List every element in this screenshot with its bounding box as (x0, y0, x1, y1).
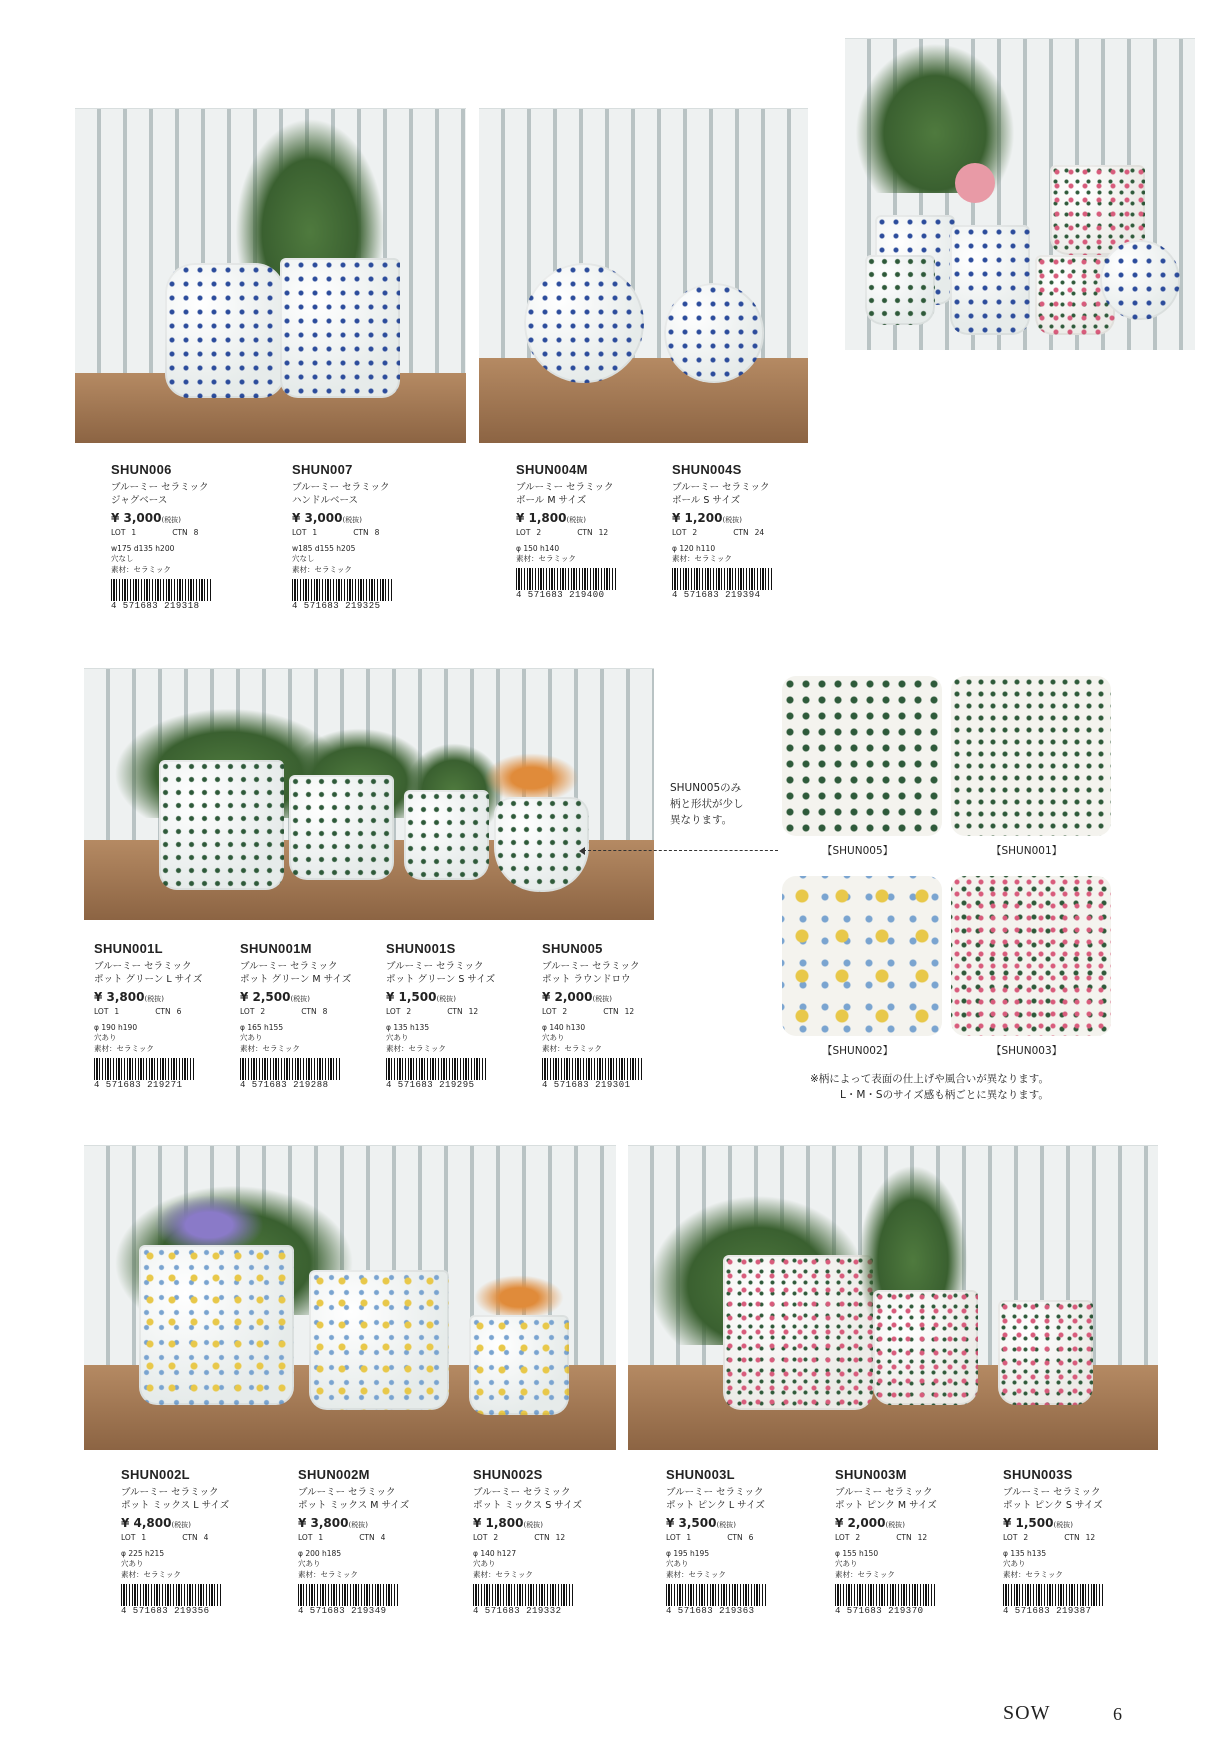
product-name (240, 960, 380, 986)
price-value: ¥ 1,500 (386, 990, 437, 1004)
product-name-line-1: ブルーミー セラミック (1003, 1487, 1101, 1498)
lot-ctn-row (516, 528, 656, 537)
lot-ctn-row (386, 1007, 526, 1016)
barcode-number: 4 571683 219349 (298, 1606, 387, 1616)
lot-ctn-row (298, 1533, 438, 1542)
ctn-value: 12 (598, 528, 609, 537)
lot-ctn-row (835, 1533, 975, 1542)
drain-hole-note: 穴あり (94, 1033, 117, 1042)
product-dimensions: φ 120 h110 (672, 544, 716, 553)
ctn-value: 12 (917, 1533, 928, 1542)
product-name-line-2: ポット ミックス S サイズ (473, 1500, 583, 1511)
product-code: SHUN001L (94, 941, 163, 956)
note-line-2: L・M・Sのサイズ感も柄ごとに異なります。 (840, 1089, 1049, 1101)
detail-label-shun002: 【SHUN002】 (822, 1045, 894, 1057)
product-name-line-1: ブルーミー セラミック (672, 482, 770, 493)
ctn-label: CTN (155, 1007, 171, 1016)
tax-note: (税抜) (161, 516, 181, 524)
lot-value: 2 (1023, 1533, 1029, 1542)
product-name-line-1: ブルーミー セラミック (666, 1487, 764, 1498)
product-price (666, 1516, 806, 1530)
product-name (298, 1486, 438, 1512)
drain-hole-note: 穴あり (1003, 1559, 1026, 1568)
barcode-number: 4 571683 219301 (542, 1080, 631, 1090)
barcode (94, 1058, 194, 1080)
product-name (111, 481, 251, 507)
ctn-value: 12 (624, 1007, 635, 1016)
lot-label: LOT (516, 528, 531, 537)
product-name-line-2: ハンドルベース (292, 495, 359, 506)
product-price (240, 990, 380, 1004)
lot-label: LOT (1003, 1533, 1018, 1542)
barcode (516, 568, 616, 590)
product-name-line-2: ポット グリーン M サイズ (240, 974, 352, 985)
drain-hole-note: 穴あり (666, 1559, 689, 1568)
product-name-line-2: ポット ミックス M サイズ (298, 1500, 410, 1511)
product-card (121, 1467, 261, 1616)
lot-label: LOT (672, 528, 687, 537)
tax-note: (税抜) (523, 1521, 543, 1529)
product-name (672, 481, 812, 507)
barcode-number: 4 571683 219394 (672, 590, 761, 600)
lot-value: 2 (562, 1007, 568, 1016)
shun005-callout (670, 780, 780, 828)
detail-label-shun003: 【SHUN003】 (991, 1045, 1063, 1057)
product-name-line-1: ブルーミー セラミック (542, 961, 640, 972)
ctn-label: CTN (359, 1533, 375, 1542)
lot-label: LOT (121, 1533, 136, 1542)
lot-label: LOT (666, 1533, 681, 1542)
product-dimensions: φ 150 h140 (516, 544, 560, 553)
price-value: ¥ 3,000 (111, 511, 162, 525)
finish-notes (810, 1071, 1150, 1103)
product-name (94, 960, 234, 986)
drain-hole-note: 穴あり (298, 1559, 321, 1568)
lot-label: LOT (292, 528, 307, 537)
drain-hole-note: 穴あり (121, 1559, 144, 1568)
tax-note: (税抜) (592, 995, 612, 1003)
product-code: SHUN002S (473, 1467, 543, 1482)
product-name (516, 481, 656, 507)
product-price (672, 511, 812, 525)
ctn-label: CTN (353, 528, 369, 537)
product-name-line-1: ブルーミー セラミック (386, 961, 484, 972)
product-price (298, 1516, 438, 1530)
tax-note: (税抜) (290, 995, 310, 1003)
detail-swatch-shun002 (782, 876, 942, 1036)
product-dimensions: φ 165 h155 (240, 1023, 284, 1032)
barcode-number: 4 571683 219271 (94, 1080, 183, 1090)
lot-ctn-row (542, 1007, 682, 1016)
photo-mix-pots (84, 1145, 616, 1450)
ctn-value: 4 (203, 1533, 209, 1542)
product-code: SHUN004M (516, 462, 588, 477)
lot-value: 1 (131, 528, 137, 537)
ctn-value: 4 (380, 1533, 386, 1542)
product-dimensions: φ 200 h185 (298, 1549, 342, 1558)
material-note: 素材：セラミック (516, 554, 576, 563)
price-value: ¥ 3,500 (666, 1516, 717, 1530)
product-name (121, 1486, 261, 1512)
product-code: SHUN007 (292, 462, 353, 477)
product-card (292, 462, 432, 611)
note-line-1: ※柄によって表面の仕上げや風合いが異なります。 (810, 1073, 1049, 1085)
product-code: SHUN003M (835, 1467, 907, 1482)
price-value: ¥ 1,200 (672, 511, 723, 525)
ctn-value: 8 (322, 1007, 328, 1016)
detail-swatch-shun001 (951, 676, 1111, 836)
ctn-label: CTN (534, 1533, 550, 1542)
product-code: SHUN005 (542, 941, 603, 956)
product-card (240, 941, 380, 1090)
ctn-label: CTN (577, 528, 593, 537)
ctn-value: 8 (193, 528, 199, 537)
barcode (121, 1584, 221, 1606)
product-card (111, 462, 251, 611)
product-price (473, 1516, 613, 1530)
drain-hole-note: 穴なし (292, 554, 315, 563)
barcode-number: 4 571683 219318 (111, 601, 200, 611)
lot-label: LOT (240, 1007, 255, 1016)
tax-note: (税抜) (1053, 1521, 1073, 1529)
ctn-label: CTN (1064, 1533, 1080, 1542)
material-note: 素材：セラミック (386, 1044, 446, 1053)
photo-pink-pots (628, 1145, 1158, 1450)
product-name-line-2: ポット グリーン S サイズ (386, 974, 496, 985)
brand-logo: SOW (1003, 1702, 1051, 1724)
detail-label-shun001: 【SHUN001】 (991, 845, 1063, 857)
lot-ctn-row (473, 1533, 613, 1542)
product-dimensions: φ 155 h150 (835, 1549, 879, 1558)
product-dimensions: w175 d135 h200 (111, 544, 175, 553)
tax-note: (税抜) (566, 516, 586, 524)
product-dimensions: φ 135 h135 (386, 1023, 430, 1032)
barcode (473, 1584, 573, 1606)
product-name-line-1: ブルーミー セラミック (292, 482, 390, 493)
product-price (111, 511, 251, 525)
lot-value: 1 (114, 1007, 120, 1016)
product-name-line-2: ポット ピンク L サイズ (666, 1500, 765, 1511)
tax-note: (税抜) (885, 1521, 905, 1529)
photo-jug-and-handle-vase (75, 108, 466, 443)
barcode-number: 4 571683 219325 (292, 601, 381, 611)
product-price (835, 1516, 975, 1530)
drain-hole-note: 穴あり (473, 1559, 496, 1568)
lot-value: 2 (536, 528, 542, 537)
product-dimensions: φ 140 h127 (473, 1549, 517, 1558)
product-code: SHUN006 (111, 462, 172, 477)
ctn-value: 6 (748, 1533, 754, 1542)
product-name-line-1: ブルーミー セラミック (473, 1487, 571, 1498)
product-price (1003, 1516, 1143, 1530)
product-card (672, 462, 812, 600)
product-name-line-1: ブルーミー セラミック (94, 961, 192, 972)
tax-note: (税抜) (171, 1521, 191, 1529)
product-name-line-1: ブルーミー セラミック (516, 482, 614, 493)
tax-note: (税抜) (716, 1521, 736, 1529)
product-dimensions: φ 195 h195 (666, 1549, 710, 1558)
product-name-line-2: ポット ピンク M サイズ (835, 1500, 937, 1511)
barcode-number: 4 571683 219363 (666, 1606, 755, 1616)
product-price (121, 1516, 261, 1530)
callout-line-3: 異なります。 (670, 814, 733, 826)
product-name-line-1: ブルーミー セラミック (240, 961, 338, 972)
detail-swatch-shun003 (951, 876, 1111, 1036)
price-value: ¥ 3,800 (94, 990, 145, 1004)
price-value: ¥ 1,500 (1003, 1516, 1054, 1530)
lot-ctn-row (672, 528, 812, 537)
product-price (94, 990, 234, 1004)
lot-value: 1 (686, 1533, 692, 1542)
tax-note: (税抜) (144, 995, 164, 1003)
product-code: SHUN001S (386, 941, 456, 956)
product-price (542, 990, 682, 1004)
drain-hole-note: 穴あり (240, 1033, 263, 1042)
callout-arrow (583, 850, 778, 851)
drain-hole-note: 穴あり (835, 1559, 858, 1568)
material-note: 素材：セラミック (666, 1570, 726, 1579)
product-price (386, 990, 526, 1004)
product-name (666, 1486, 806, 1512)
tax-note: (税抜) (722, 516, 742, 524)
product-dimensions: φ 190 h190 (94, 1023, 138, 1032)
product-name-line-2: ポット ミックス L サイズ (121, 1500, 230, 1511)
barcode-number: 4 571683 219288 (240, 1080, 329, 1090)
product-price (516, 511, 656, 525)
product-name-line-1: ブルーミー セラミック (835, 1487, 933, 1498)
lot-ctn-row (292, 528, 432, 537)
material-note: 素材：セラミック (111, 565, 171, 574)
product-card (298, 1467, 438, 1616)
product-name (473, 1486, 613, 1512)
product-code: SHUN002M (298, 1467, 370, 1482)
price-value: ¥ 3,800 (298, 1516, 349, 1530)
product-price (292, 511, 432, 525)
price-value: ¥ 1,800 (473, 1516, 524, 1530)
price-value: ¥ 4,800 (121, 1516, 172, 1530)
product-dimensions: φ 135 h135 (1003, 1549, 1047, 1558)
lot-ctn-row (111, 528, 251, 537)
lot-value: 1 (318, 1533, 324, 1542)
barcode (835, 1584, 935, 1606)
drain-hole-note: 穴あり (386, 1033, 409, 1042)
lot-ctn-row (94, 1007, 234, 1016)
product-code: SHUN003L (666, 1467, 735, 1482)
barcode-number: 4 571683 219332 (473, 1606, 562, 1616)
material-note: 素材：セラミック (473, 1570, 533, 1579)
barcode-number: 4 571683 219387 (1003, 1606, 1092, 1616)
material-note: 素材：セラミック (672, 554, 732, 563)
lot-ctn-row (1003, 1533, 1143, 1542)
product-card (1003, 1467, 1143, 1616)
barcode (1003, 1584, 1103, 1606)
product-card (835, 1467, 975, 1616)
ctn-label: CTN (182, 1533, 198, 1542)
product-card (386, 941, 526, 1090)
detail-label-shun005: 【SHUN005】 (822, 845, 894, 857)
product-name-line-1: ブルーミー セラミック (121, 1487, 219, 1498)
barcode-number: 4 571683 219356 (121, 1606, 210, 1616)
lot-label: LOT (94, 1007, 109, 1016)
barcode (386, 1058, 486, 1080)
tax-note: (税抜) (348, 1521, 368, 1529)
ctn-label: CTN (896, 1533, 912, 1542)
page-number: 6 (1113, 1704, 1122, 1724)
lot-label: LOT (473, 1533, 488, 1542)
drain-hole-note: 穴なし (111, 554, 134, 563)
ctn-value: 24 (754, 528, 765, 537)
material-note: 素材：セラミック (1003, 1570, 1063, 1579)
product-name (386, 960, 526, 986)
product-name (542, 960, 682, 986)
product-name-line-2: ポット ピンク S サイズ (1003, 1500, 1103, 1511)
product-name (835, 1486, 975, 1512)
barcode-number: 4 571683 219400 (516, 590, 605, 600)
product-card (666, 1467, 806, 1616)
price-value: ¥ 2,000 (835, 1516, 886, 1530)
barcode-number: 4 571683 219370 (835, 1606, 924, 1616)
detail-swatch-shun005 (782, 676, 942, 836)
material-note: 素材：セラミック (542, 1044, 602, 1053)
material-note: 素材：セラミック (835, 1570, 895, 1579)
ctn-label: CTN (301, 1007, 317, 1016)
product-name-line-2: ジャグベース (111, 495, 168, 506)
barcode (672, 568, 772, 590)
price-value: ¥ 2,500 (240, 990, 291, 1004)
ctn-value: 12 (1085, 1533, 1096, 1542)
ctn-value: 12 (468, 1007, 479, 1016)
barcode-number: 4 571683 219295 (386, 1080, 475, 1090)
tax-note: (税抜) (342, 516, 362, 524)
lot-ctn-row (240, 1007, 380, 1016)
drain-hole-note: 穴あり (542, 1033, 565, 1042)
product-name-line-2: ポット グリーン L サイズ (94, 974, 203, 985)
material-note: 素材：セラミック (298, 1570, 358, 1579)
product-name (292, 481, 432, 507)
product-name-line-2: ボール S サイズ (672, 495, 741, 506)
product-code: SHUN004S (672, 462, 742, 477)
product-name-line-2: ボール M サイズ (516, 495, 587, 506)
ctn-label: CTN (603, 1007, 619, 1016)
lot-label: LOT (111, 528, 126, 537)
lot-ctn-row (666, 1533, 806, 1542)
photo-group-arrangement (845, 38, 1195, 350)
barcode (111, 579, 211, 601)
product-code: SHUN001M (240, 941, 312, 956)
tax-note: (税抜) (436, 995, 456, 1003)
ctn-value: 8 (374, 528, 380, 537)
product-dimensions: φ 140 h130 (542, 1023, 586, 1032)
price-value: ¥ 3,000 (292, 511, 343, 525)
photo-green-pots (84, 668, 654, 920)
lot-label: LOT (386, 1007, 401, 1016)
product-name-line-1: ブルーミー セラミック (111, 482, 209, 493)
product-name-line-2: ポット ラウンドロウ (542, 974, 631, 985)
photo-ceramic-balls (479, 108, 808, 443)
lot-label: LOT (835, 1533, 850, 1542)
lot-value: 2 (692, 528, 698, 537)
callout-line-2: 柄と形状が少し (670, 798, 744, 810)
ctn-label: CTN (172, 528, 188, 537)
lot-value: 2 (406, 1007, 412, 1016)
lot-value: 1 (312, 528, 318, 537)
product-card (542, 941, 682, 1090)
lot-label: LOT (542, 1007, 557, 1016)
barcode (292, 579, 392, 601)
lot-value: 2 (493, 1533, 499, 1542)
product-card (94, 941, 234, 1090)
product-card (516, 462, 656, 600)
lot-value: 2 (855, 1533, 861, 1542)
lot-value: 1 (141, 1533, 147, 1542)
material-note: 素材：セラミック (94, 1044, 154, 1053)
material-note: 素材：セラミック (240, 1044, 300, 1053)
lot-ctn-row (121, 1533, 261, 1542)
ctn-label: CTN (727, 1533, 743, 1542)
price-value: ¥ 2,000 (542, 990, 593, 1004)
barcode (666, 1584, 766, 1606)
material-note: 素材：セラミック (121, 1570, 181, 1579)
price-value: ¥ 1,800 (516, 511, 567, 525)
callout-line-1: SHUN005のみ (670, 782, 742, 794)
lot-label: LOT (298, 1533, 313, 1542)
product-code: SHUN002L (121, 1467, 190, 1482)
ctn-label: CTN (733, 528, 749, 537)
barcode (240, 1058, 340, 1080)
product-dimensions: φ 225 h215 (121, 1549, 165, 1558)
ctn-value: 6 (176, 1007, 182, 1016)
barcode (542, 1058, 642, 1080)
material-note: 素材：セラミック (292, 565, 352, 574)
barcode (298, 1584, 398, 1606)
product-card (473, 1467, 613, 1616)
lot-value: 2 (260, 1007, 266, 1016)
product-code: SHUN003S (1003, 1467, 1073, 1482)
product-dimensions: w185 d155 h205 (292, 544, 356, 553)
ctn-value: 12 (555, 1533, 566, 1542)
ctn-label: CTN (447, 1007, 463, 1016)
product-name-line-1: ブルーミー セラミック (298, 1487, 396, 1498)
product-name (1003, 1486, 1143, 1512)
